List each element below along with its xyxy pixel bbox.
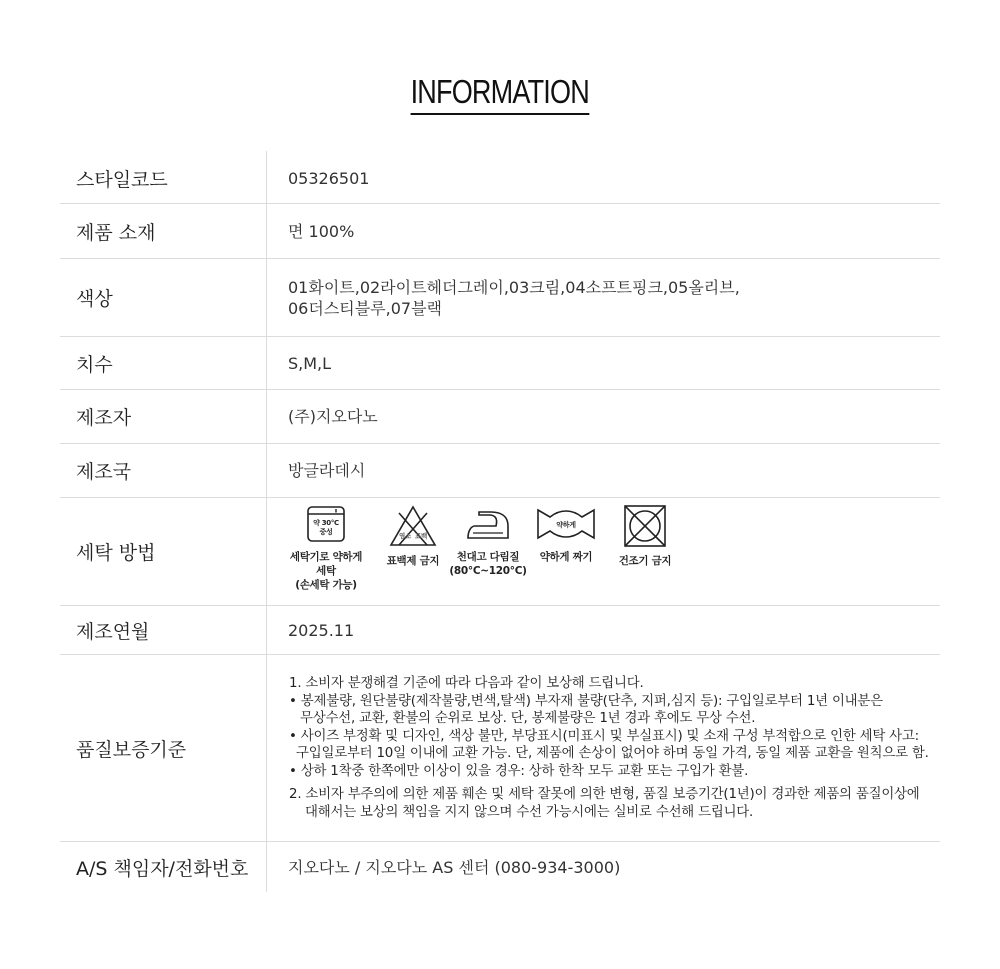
value-color: [267, 259, 940, 336]
row-country: [60, 444, 940, 498]
quality-bullet-2: • 사이즈 부정확 및 디자인, 색상 불만, 부당표시(미표시 및 부실표시) 및 소재 구성 부적합으로 인한 세탁 사고:: [289, 728, 919, 744]
wash-item-bleach: [380, 504, 446, 568]
row-as: [60, 842, 940, 892]
no-tumble-dry-icon: [623, 504, 667, 548]
wash-caption-3a: 천대고 다림질: [456, 551, 520, 563]
svg-text:약 30°C: 약 30°C: [313, 519, 339, 527]
label-wash: 세탁 방법: [60, 498, 267, 605]
row-color: [60, 259, 940, 337]
page-title: INFORMATION: [411, 72, 589, 115]
no-bleach-icon: [389, 504, 437, 548]
wash-item-iron: [450, 504, 526, 578]
color-line-1: 01화이트,02라이트헤더그레이,03크림,04소프트핑크,05올리브,: [288, 277, 740, 297]
label-size: 치수: [60, 337, 267, 389]
wash-item-dryer: [610, 504, 680, 568]
label-maker: 제조자: [60, 390, 267, 443]
quality-bullet-2-cont: 구입일로부터 10일 이내에 교환 가능. 단, 제품에 손상이 없어야 하며 동일 가격, 동일 제품 교환을 원칙으로 함.: [296, 746, 929, 761]
label-as: A/S 책임자/전화번호: [60, 842, 267, 892]
row-maker: [60, 390, 940, 444]
label-date: 제조연월: [60, 606, 267, 654]
wash-caption-5a: 건조기 금지: [618, 555, 672, 567]
value-quality: [267, 655, 940, 841]
wash-item-wring: [532, 504, 600, 564]
quality-bullet-1: • 봉제불량, 원단불량(제작불량,변색,탈색) 부자재 불량(단추, 지퍼,심지 등): 구입일로부터 1년 이내분은: [289, 693, 883, 709]
svg-text:중성: 중성: [319, 528, 333, 536]
wash-caption-3b: (80°C~120°C): [449, 565, 527, 577]
label-style-code: 스타일코드: [60, 151, 267, 203]
svg-text:염소: 염소: [399, 532, 411, 540]
value-as: 지오다노 / 지오다노 AS 센터 (080-934-3000): [288, 857, 621, 877]
label-color: 색상: [60, 259, 267, 336]
wash-caption-1a: 세탁기로 약하게 세탁: [289, 551, 363, 577]
wash-item-machine: [284, 504, 368, 592]
row-wash: [60, 498, 940, 606]
label-quality: 품질보증기준: [60, 655, 267, 841]
quality-bullet-3: • 상하 1착중 한쪽에만 이상이 있을 경우: 상하 한착 모두 교환 또는 구입가 환불.: [289, 763, 749, 779]
info-table: [60, 151, 940, 892]
quality-point-1: 1. 소비자 분쟁해결 기준에 따라 다음과 같이 보상해 드립니다.: [289, 676, 644, 691]
value-maker: (주)지오다노: [288, 407, 378, 426]
iron-icon: [465, 504, 511, 544]
value-date: 2025.11: [288, 620, 355, 640]
row-material: [60, 204, 940, 259]
row-size: [60, 337, 940, 390]
wash-caption-4a: 약하게 짜기: [539, 551, 593, 563]
value-country: 방글라데시: [288, 461, 366, 480]
label-material: 제품 소재: [60, 204, 267, 258]
value-size: S,M,L: [288, 353, 332, 373]
washing-machine-icon: [306, 504, 346, 544]
label-country: 제조국: [60, 444, 267, 497]
wash-icons: [267, 498, 940, 605]
title-wrap: [0, 72, 1000, 115]
wash-caption-2a: 표백제 금지: [386, 555, 440, 567]
row-date: [60, 606, 940, 655]
quality-point-2-cont: 대해서는 보상의 책임을 지지 않으며 수선 가능시에는 실비로 수선해 드립니다.: [305, 804, 754, 820]
svg-text:표백: 표백: [415, 532, 427, 540]
quality-point-2: 2. 소비자 부주의에 의한 제품 훼손 및 세탁 잘못에 의한 변형, 품질 보증기간(1년)이 경과한 제품의 품질이상에: [289, 787, 920, 802]
wring-icon: [536, 504, 596, 544]
color-line-2: 06더스티블루,07블랙: [288, 298, 442, 318]
row-quality: [60, 655, 940, 842]
row-style-code: [60, 151, 940, 204]
value-material: 면 100%: [288, 221, 355, 241]
wash-caption-1b: (손세탁 가능): [295, 579, 357, 591]
value-style-code: 05326501: [288, 168, 370, 188]
quality-bullet-1-cont: 무상수선, 교환, 환불의 순위로 보상. 단, 봉제불량은 1년 경과 후에도 무상 수선.: [300, 711, 756, 726]
svg-text:약하게: 약하게: [556, 521, 576, 529]
